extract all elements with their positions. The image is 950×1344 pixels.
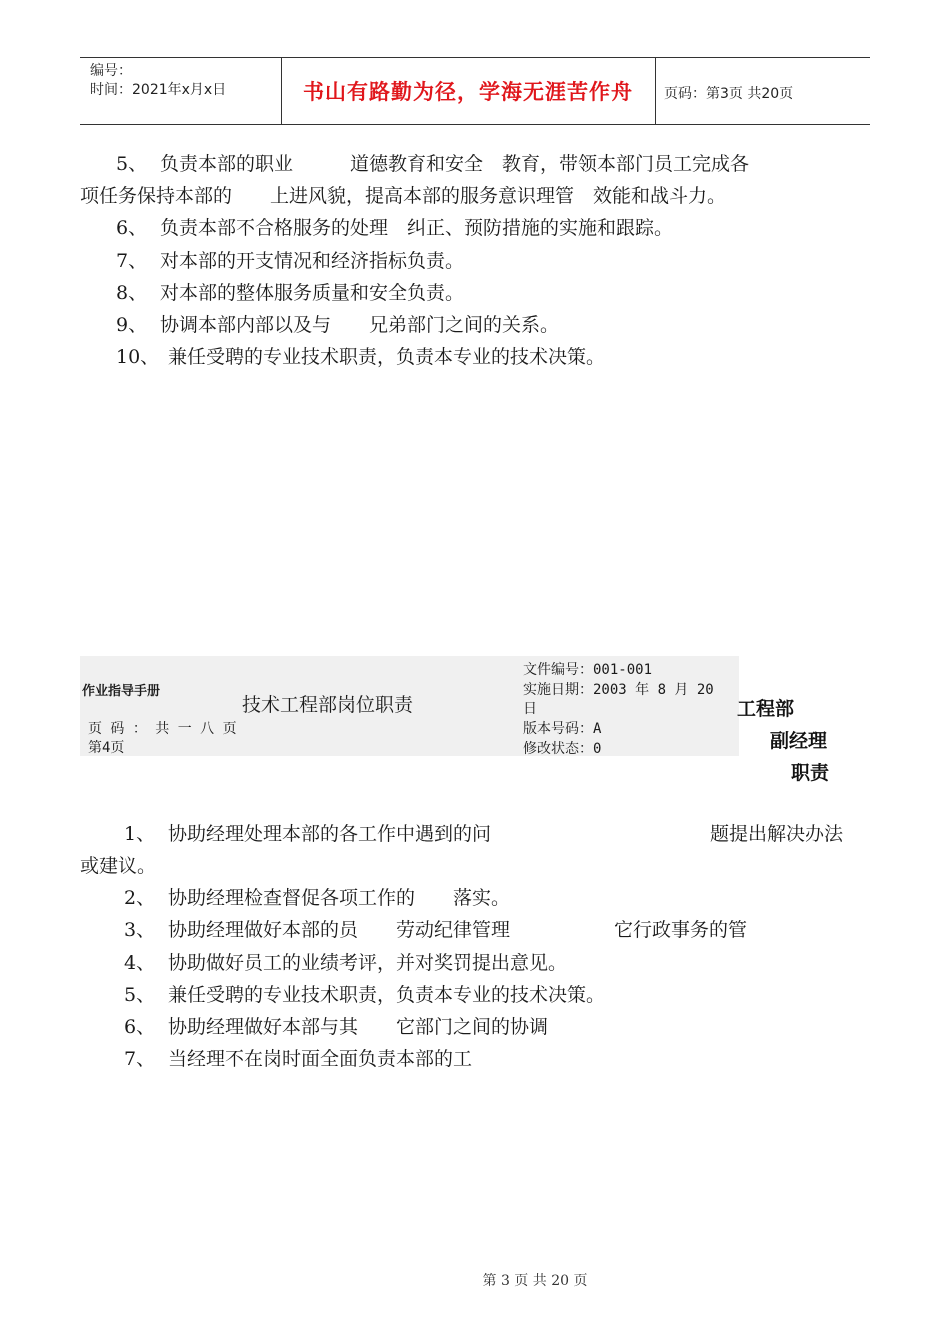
form-doc-number: 文件编号：001-001 [523,662,653,678]
form-manual-label: 作业指导手册 [82,684,161,699]
side-heading-role: 副经理 [770,730,828,752]
list-item: 5、 负责本部的职业 道德教育和安全 教育，带领本部门员工完成各 [116,153,750,175]
form-impl-date-day: 日 [523,701,537,717]
side-heading-department: 工程部 [737,698,795,720]
form-pages-line: 页 码 ： 共 一 八 页 [88,721,237,737]
header-bottom-rule [80,124,870,125]
header-divider-right [655,57,656,124]
list-item: 4、 协助做好员工的业绩考评，并对奖罚提出意见。 [124,952,568,974]
form-revision: 修改状态：0 [523,741,602,757]
list-item: 5、 兼任受聘的专业技术职责，负责本专业的技术决策。 [124,984,606,1006]
form-page-number: 第4页 [88,740,125,756]
list-item: 或建议。 [80,855,157,877]
document-time-label: 时间：2021年x月x日 [90,82,227,98]
list-item: 6、 负责本部不合格服务的处理 纠正、预防措施的实施和跟踪。 [116,217,674,239]
list-item-tail: 它行政事务的管 [614,919,748,941]
form-version: 版本号码：A [523,721,602,737]
list-item: 2、 协助经理检查督促各项工作的 落实。 [124,887,511,909]
header-top-rule [80,57,870,58]
side-heading-duties: 职责 [791,762,830,784]
header-page-info: 页码：第3页 共20页 [664,86,794,102]
list-item: 7、 当经理不在岗时面全面负责本部的工 [124,1048,473,1070]
list-item: 项任务保持本部的 上进风貌，提高本部的服务意识理管 效能和战斗力。 [80,185,727,207]
form-impl-date: 实施日期：2003 年 8 月 20 [523,682,714,698]
list-item: 7、 对本部的开支情况和经济指标负责。 [116,250,465,272]
list-item: 8、 对本部的整体服务质量和安全负责。 [116,282,465,304]
page-footer [0,1270,950,1290]
list-item: 10、 兼任受聘的专业技术职责，负责本专业的技术决策。 [116,346,606,368]
footer-page-text: 第 3 页 共 20 页 [482,1273,588,1289]
list-item-tail: 题提出解决办法 [710,823,844,845]
document-number-label: 编号： [90,63,132,79]
form-title: 技术工程部岗位职责 [242,694,414,716]
list-item: 6、 协助经理做好本部与其 它部门之间的协调 [124,1016,549,1038]
list-item: 3、 协助经理做好本部的员 劳动纪律管理 [124,919,511,941]
list-item: 1、 协助经理处理本部的各工作中遇到的问 [124,823,492,845]
header-motto: 书山有路勤为径，学海无涯苦作舟 [303,80,633,104]
list-item: 9、 协调本部内部以及与 兄弟部门之间的关系。 [116,314,560,336]
